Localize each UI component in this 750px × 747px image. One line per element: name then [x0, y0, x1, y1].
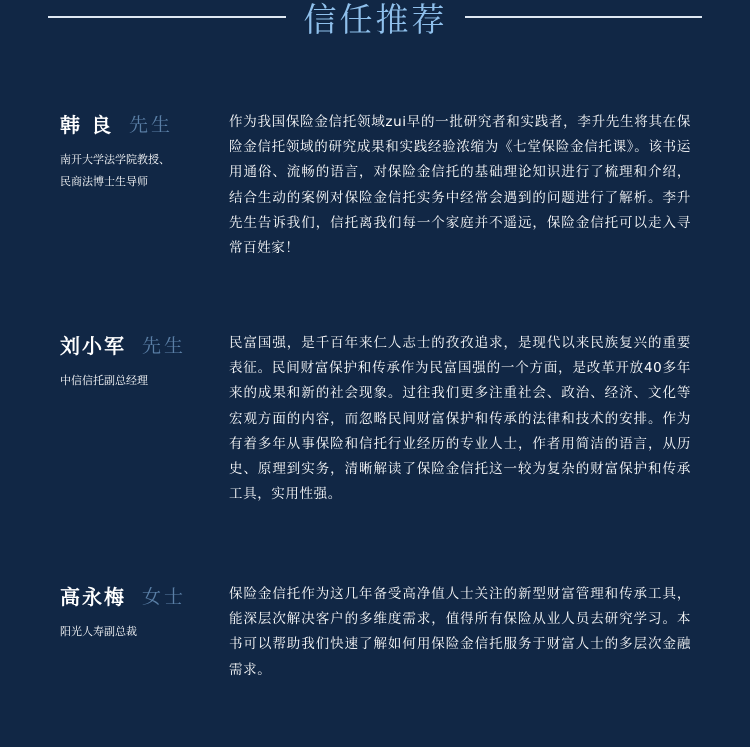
recommender-title-line: 民商法博士生导师 [60, 175, 148, 188]
recommender-name: 韩 良 [60, 113, 113, 137]
recommender-title-line: 南开大学法学院教授、 [60, 153, 170, 166]
recommendation-text: 作为我国保险金信托领域zui早的一批研究者和实践者，李升先生将其在保险金信托领域的研究成果和实践经验浓缩为《七堂保险金信托课》。该书运用通俗、流畅的语言，对保险金信托的基础理论知识进行了梳理和介绍，结合生动的案例对保险金信托实务中经常会遇到的问题进行了解析。李升先生告诉我们，信托离我们每一个家庭并不遥远，保险金信托可以走入寻常百姓家！ [229, 114, 691, 257]
recommender-name-row [60, 330, 186, 364]
recommender-title [60, 370, 210, 392]
header-divider-left [48, 16, 286, 18]
recommender-title-line: 中信信托副总经理 [60, 374, 148, 387]
recommender-honorific: 女士 [142, 586, 187, 608]
recommender-honorific: 先生 [142, 335, 187, 357]
recommender-name-row [60, 109, 173, 143]
section-title: 信任推荐 [303, 0, 448, 39]
recommender-title [60, 149, 210, 193]
recommender-name: 刘小军 [60, 334, 126, 358]
recommendation-text: 民富国强，是千百年来仁人志士的孜孜追求，是现代以来民族复兴的重要表征。民间财富保护和传承作为民富国强的一个方面，是改革开放40多年来的成果和新的社会现象。过往我们更多注重社会、政治、经济、文化等宏观方面的内容，而忽略民间财富保护和传承的法律和技术的安排。作为有着多年从事保险和信托行业经历的专业人士，作者用简洁的语言，从历史、原理到实务，清晰解读了保险金信托这一较为复杂的财富保护和传承工具，实用性强。 [229, 335, 691, 503]
recommender-name: 高永梅 [60, 585, 126, 609]
recommendation-text: 保险金信托作为这几年备受高净值人士关注的新型财富管理和传承工具，能深层次解决客户的多维度需求，值得所有保险从业人员去研究学习。本书可以帮助我们快速了解如何用保险金信托服务于财富人士的多层次金融需求。 [229, 586, 691, 678]
recommender-title [60, 621, 210, 643]
header-divider-right [465, 16, 702, 18]
recommender-title-line: 阳光人寿副总裁 [60, 625, 137, 638]
recommender-name-row [60, 581, 186, 615]
section-header [0, 0, 750, 46]
recommender-honorific: 先生 [128, 114, 173, 136]
